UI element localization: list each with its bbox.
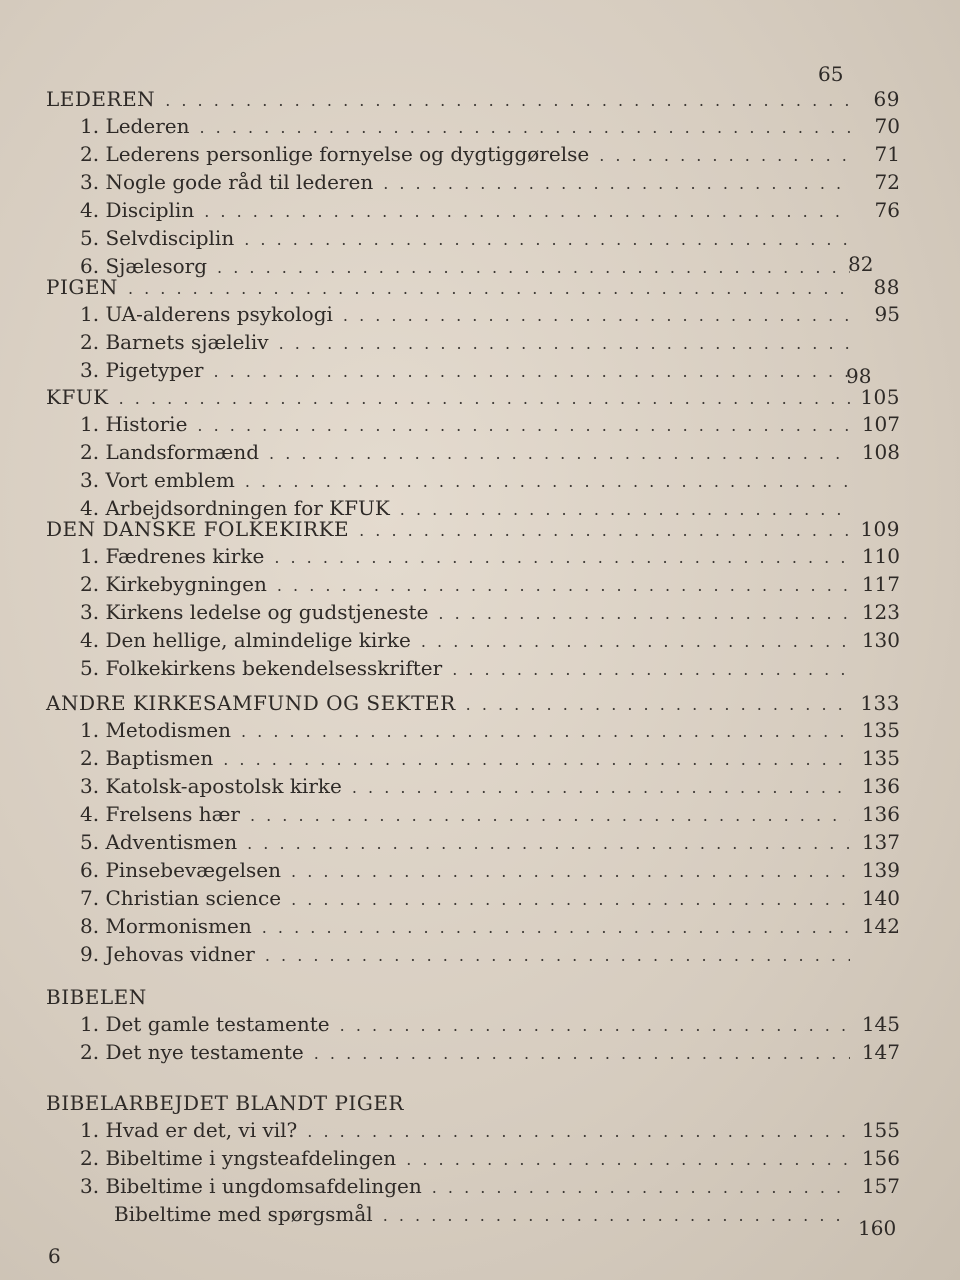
toc-entry-label: 1. UA-alderens psykologi xyxy=(80,302,333,326)
toc-entry-page: 140 xyxy=(861,886,900,910)
toc-entry-page: 107 xyxy=(861,412,900,436)
toc-entry-label: 2. Kirkebygningen xyxy=(80,572,267,596)
dot-leader xyxy=(247,830,850,858)
toc-heading-label: PIGEN xyxy=(46,275,118,299)
toc-section-lederen xyxy=(46,86,900,280)
toc-section-andre-kirkesamfund xyxy=(46,690,900,968)
toc-heading-label: DEN DANSKE FOLKEKIRKE xyxy=(46,517,350,541)
dot-leader xyxy=(383,170,850,198)
toc-entry xyxy=(46,328,900,356)
toc-entry-page: 71 xyxy=(874,142,900,166)
dot-leader xyxy=(466,692,850,718)
toc-entry-page: 72 xyxy=(874,170,900,194)
dot-leader xyxy=(352,774,850,802)
dot-leader xyxy=(314,1040,850,1068)
toc-entry-page: 135 xyxy=(861,718,900,742)
toc-entry-label: 6. Pinsebevægelsen xyxy=(80,858,282,882)
toc-entry-label: 3. Bibeltime i ungdomsafdelingen xyxy=(80,1174,422,1198)
dot-leader xyxy=(165,88,850,114)
toc-heading-label: BIBELARBEJDET BLANDT PIGER xyxy=(46,1091,404,1115)
toc-entry-page: 70 xyxy=(874,114,900,138)
toc-entry-page: 110 xyxy=(861,544,900,568)
toc-entry xyxy=(46,744,900,772)
toc-entry-label: 4. Frelsens hær xyxy=(80,802,240,826)
toc-entry-label: 2. Lederens personlige fornyelse og dygtiggørelse xyxy=(80,142,590,166)
toc-entry xyxy=(46,940,900,968)
toc-entry-label: 5. Adventismen xyxy=(80,830,238,854)
toc-entry xyxy=(46,466,900,494)
dot-leader xyxy=(274,544,850,572)
toc-entry xyxy=(46,1200,900,1228)
dot-leader xyxy=(265,942,850,970)
toc-entry-page: 130 xyxy=(861,628,900,652)
toc-entry-label: 7. Christian science xyxy=(80,886,282,910)
toc-entry-page: 135 xyxy=(861,746,900,770)
toc-entry-label: 3. Katolsk-apostolsk kirke xyxy=(80,774,342,798)
dot-leader xyxy=(279,330,850,358)
dot-leader xyxy=(421,628,850,656)
toc-entry xyxy=(46,224,900,252)
toc-heading-label: LEDEREN xyxy=(46,87,156,111)
toc-entry-label: 3. Vort emblem xyxy=(80,468,235,492)
dot-leader xyxy=(213,358,850,386)
page-number-orphan: 82 xyxy=(848,252,874,276)
toc-heading-page: 88 xyxy=(873,275,900,299)
toc-entry-label: 4. Arbejdsordningen for KFUK xyxy=(80,496,390,520)
toc-entry xyxy=(46,856,900,884)
dot-leader xyxy=(291,886,850,914)
toc-entry xyxy=(46,1038,900,1066)
toc-heading xyxy=(46,384,900,410)
dot-leader xyxy=(599,142,850,170)
dot-leader xyxy=(406,1146,850,1174)
dot-leader xyxy=(340,1012,850,1040)
folio-page-number: 6 xyxy=(48,1244,61,1268)
toc-entry-label: 2. Bibeltime i yngsteafdelingen xyxy=(80,1146,397,1170)
dot-leader xyxy=(245,468,850,496)
toc-entry-label: 2. Landsformænd xyxy=(80,440,260,464)
toc-section-bibelarbejdet xyxy=(46,1090,900,1228)
dot-leader xyxy=(223,746,850,774)
toc-entry xyxy=(46,626,900,654)
dot-leader xyxy=(204,198,850,226)
toc-entry xyxy=(46,800,900,828)
toc-entry xyxy=(46,438,900,466)
dot-leader xyxy=(452,656,850,684)
toc-entry-page: 136 xyxy=(861,802,900,826)
dot-leader xyxy=(438,600,850,628)
dot-leader xyxy=(277,572,850,600)
toc-entry-label: 9. Jehovas vidner xyxy=(80,942,255,966)
toc-entry-page: 137 xyxy=(861,830,900,854)
dot-leader xyxy=(119,386,850,412)
toc-entry-label: 1. Fædrenes kirke xyxy=(80,544,265,568)
toc-heading xyxy=(46,690,900,716)
toc-entry xyxy=(46,828,900,856)
toc-entry-label: 2. Det nye testamente xyxy=(80,1040,304,1064)
dot-leader xyxy=(359,518,850,544)
toc-entry-page: 142 xyxy=(861,914,900,938)
toc-entry-page: 76 xyxy=(874,198,900,222)
toc-entry-page: 136 xyxy=(861,774,900,798)
toc-entry xyxy=(46,112,900,140)
toc-entry xyxy=(46,1010,900,1038)
toc-entry xyxy=(46,196,900,224)
toc-entry xyxy=(46,1172,900,1200)
toc-heading xyxy=(46,984,900,1010)
toc-entry-label: 5. Folkekirkens bekendelsesskrifter xyxy=(80,656,443,680)
page-number-orphan: 160 xyxy=(858,1216,897,1240)
toc-heading-label: BIBELEN xyxy=(46,985,147,1009)
toc-entry-label: 5. Selvdisciplin xyxy=(80,226,235,250)
toc-entry-page: 145 xyxy=(861,1012,900,1036)
toc-entry-label: 6. Sjælesorg xyxy=(80,254,208,278)
toc-entry-page: 157 xyxy=(861,1174,900,1198)
toc-heading xyxy=(46,274,900,300)
toc-entry xyxy=(46,912,900,940)
dot-leader xyxy=(269,440,850,468)
toc-entry xyxy=(46,1144,900,1172)
toc-entry xyxy=(46,570,900,598)
toc-entry-page: 139 xyxy=(861,858,900,882)
toc-entry xyxy=(46,716,900,744)
toc-entry-page: 108 xyxy=(861,440,900,464)
toc-entry-label: 3. Pigetyper xyxy=(80,358,204,382)
toc-entry xyxy=(46,168,900,196)
toc-entry-page: 155 xyxy=(861,1118,900,1142)
toc-heading-label: ANDRE KIRKESAMFUND OG SEKTER xyxy=(46,691,456,715)
toc-entry-label: 8. Mormonismen xyxy=(80,914,252,938)
toc-entry-page: 156 xyxy=(861,1146,900,1170)
page-number-orphan: 98 xyxy=(846,364,872,388)
toc-entry-label: 1. Metodismen xyxy=(80,718,231,742)
toc-entry-label: 2. Barnets sjæleliv xyxy=(80,330,269,354)
page-number-orphan: 65 xyxy=(818,62,844,86)
toc-entry-page: 95 xyxy=(874,302,900,326)
toc-heading-page: 133 xyxy=(860,691,900,715)
toc-entry-label: 3. Kirkens ledelse og gudstjeneste xyxy=(80,600,429,624)
toc-section-folkekirke xyxy=(46,516,900,682)
toc-heading xyxy=(46,516,900,542)
dot-leader xyxy=(128,276,850,302)
toc-section-kfuk xyxy=(46,384,900,522)
toc-entry-page: 147 xyxy=(861,1040,900,1064)
toc-entry xyxy=(46,598,900,626)
dot-leader xyxy=(197,412,850,440)
toc-entry-page: 123 xyxy=(861,600,900,624)
toc-entry-label: 1. Lederen xyxy=(80,114,190,138)
dot-leader xyxy=(383,1202,850,1230)
toc-entry-label: 2. Baptismen xyxy=(80,746,214,770)
toc-entry-label: 1. Det gamle testamente xyxy=(80,1012,330,1036)
dot-leader xyxy=(250,802,850,830)
toc-entry-label: 1. Historie xyxy=(80,412,188,436)
toc-entry-page: 117 xyxy=(861,572,900,596)
toc-entry xyxy=(46,654,900,682)
toc-heading xyxy=(46,1090,900,1116)
toc-heading-page: 105 xyxy=(860,385,900,409)
dot-leader xyxy=(244,226,850,254)
dot-leader xyxy=(241,718,850,746)
toc-heading-label: KFUK xyxy=(46,385,109,409)
dot-leader xyxy=(343,302,850,330)
toc-entry xyxy=(46,356,900,384)
toc-section-pigen xyxy=(46,274,900,384)
toc-heading-page: 109 xyxy=(860,517,900,541)
dot-leader xyxy=(199,114,850,142)
toc-heading-page: 69 xyxy=(873,87,900,111)
dot-leader xyxy=(262,914,850,942)
dot-leader xyxy=(291,858,850,886)
toc-heading xyxy=(46,86,900,112)
toc-entry-label: 4. Disciplin xyxy=(80,198,195,222)
toc-entry xyxy=(46,772,900,800)
toc-entry xyxy=(46,140,900,168)
toc-section-bibelen xyxy=(46,984,900,1066)
toc-entry-label: 4. Den hellige, almindelige kirke xyxy=(80,628,411,652)
dot-leader xyxy=(307,1118,850,1146)
toc-entry-label: 3. Nogle gode råd til lederen xyxy=(80,170,374,194)
toc-entry xyxy=(46,410,900,438)
toc-entry xyxy=(46,542,900,570)
toc-entry xyxy=(46,1116,900,1144)
toc-entry xyxy=(46,884,900,912)
toc-entry-label: Bibeltime med spørgsmål xyxy=(114,1202,373,1226)
toc-entry xyxy=(46,300,900,328)
dot-leader xyxy=(432,1174,850,1202)
toc-entry-label: 1. Hvad er det, vi vil? xyxy=(80,1118,298,1142)
